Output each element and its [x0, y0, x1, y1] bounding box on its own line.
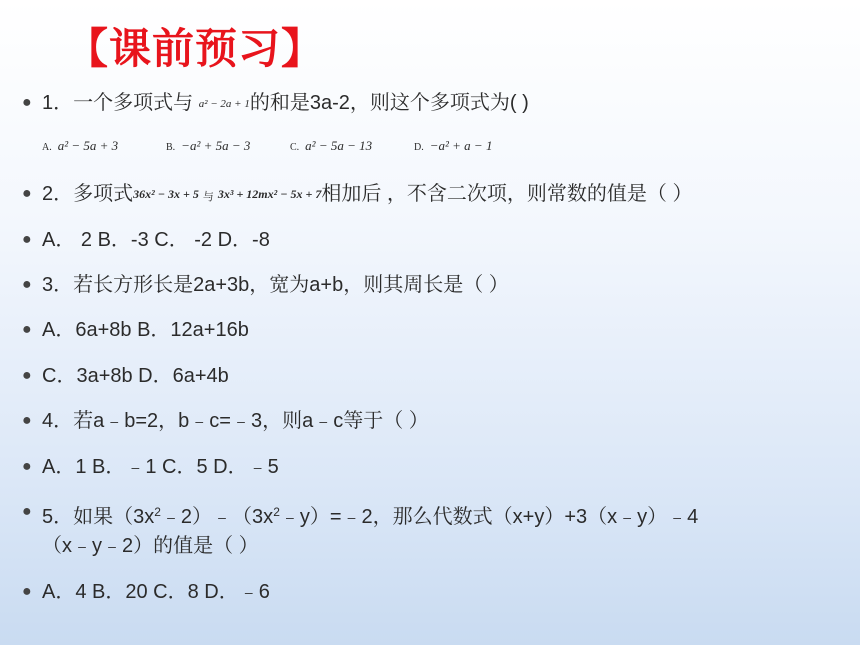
q3-answers-2: [22, 363, 229, 389]
q5-answers: [22, 579, 270, 605]
option-expr: a² − 5a − 13: [305, 138, 373, 153]
bullet: ●: [22, 367, 32, 384]
q3-answers-2-text: C．3a+8b D．6a+4b: [42, 365, 229, 387]
q2-answers-text: A． 2 B．-3 C． -2 D．-8: [42, 229, 270, 251]
question-5-line-2: [42, 533, 259, 559]
bullet: ●: [22, 276, 32, 293]
q2-expression-1: 36x² − 3x + 5: [133, 187, 199, 201]
bullet: ●: [22, 185, 32, 202]
q4-answers: [22, 454, 279, 480]
q2-joiner: 与: [202, 191, 214, 203]
q1-option-d: [414, 138, 492, 154]
q1-expression: a² − 2a + 1: [198, 98, 250, 110]
q2-answers: [22, 227, 270, 253]
option-expr: −a² + 5a − 3: [181, 138, 251, 153]
q2-suffix: 相加后 ，不含二次项，则常数的值是（ ）: [321, 183, 693, 205]
q4-answers-text: A．1 B．﹣1 C．5 D．﹣5: [42, 456, 279, 478]
q2-expression-2: 3x³ + 12mx² − 5x + 7: [217, 187, 322, 201]
q2-prefix: 2．多项式: [42, 183, 134, 205]
q1-option-a: [42, 138, 118, 154]
q5-superscript-2: 2: [273, 505, 280, 519]
bullet: ●: [22, 412, 32, 429]
question-2: [22, 181, 692, 210]
option-expr: a² − 5a + 3: [57, 138, 119, 153]
q1-suffix: 的和是3a-2，则这个多项式为( ): [249, 92, 529, 114]
bullet: ●: [22, 583, 32, 600]
option-label: D.: [414, 142, 424, 153]
q1-prefix: 1．一个多项式与: [42, 92, 194, 114]
q1-option-b: [166, 138, 250, 154]
bullet: ●: [22, 503, 32, 520]
q3-answers-1: [22, 317, 249, 343]
bullet: ●: [22, 458, 32, 475]
option-label: A.: [42, 142, 52, 153]
q3-answers-1-text: A．6a+8b B．12a+16b: [42, 319, 249, 341]
page-title: 【课前预习】: [66, 24, 325, 73]
q5-superscript-1: 2: [154, 505, 161, 519]
question-4: [22, 408, 429, 434]
bullet: ●: [22, 231, 32, 248]
q4-text: 4．若a﹣b=2，b﹣c=﹣3，则a﹣c等于（ ）: [42, 410, 429, 432]
option-expr: −a² + a − 1: [429, 138, 493, 153]
option-label: B.: [166, 142, 176, 153]
q5-text-a: 5．如果（3x: [42, 506, 155, 528]
option-label: C.: [290, 142, 300, 153]
q1-option-c: [290, 138, 372, 154]
q5-text-c: ﹣y）=﹣2，那么代数式（x+y）+3（x﹣y）﹣4: [279, 506, 699, 528]
q3-text: 3．若长方形长是2a+3b，宽为a+b，则其周长是（ ）: [42, 274, 509, 296]
bullet: ●: [22, 321, 32, 338]
q5-line-2-text: （x﹣y﹣2）的值是（ ）: [42, 535, 259, 557]
question-5: [22, 499, 698, 530]
q5-answers-text: A．4 B．20 C．8 D．﹣6: [42, 581, 270, 603]
question-3: [22, 272, 509, 298]
question-1: [22, 90, 529, 117]
bullet: ●: [22, 94, 32, 111]
q5-text-b: ﹣2）﹣（3x: [160, 506, 274, 528]
